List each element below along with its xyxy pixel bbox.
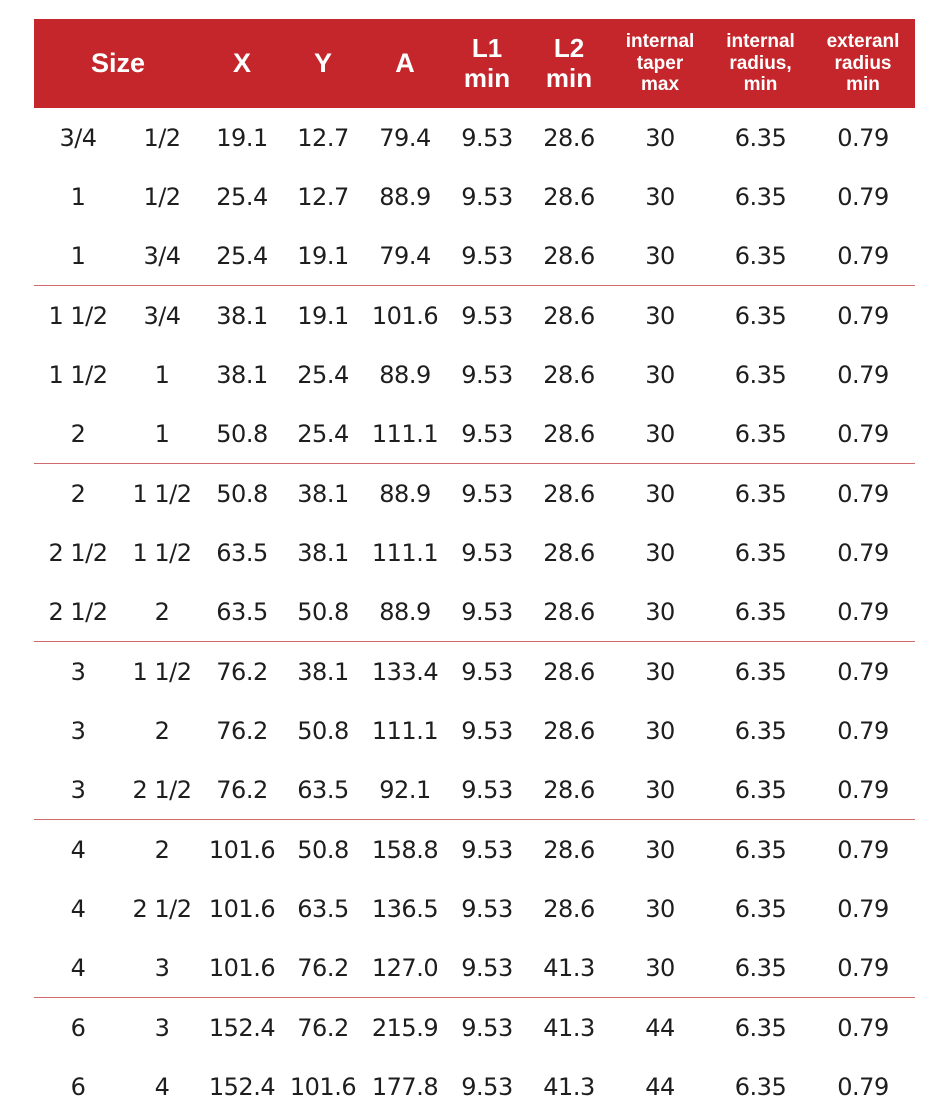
cell-x: 38.1: [216, 360, 268, 389]
cell-y: 38.1: [282, 464, 364, 524]
cell-internal-radius-min: 6.35: [734, 538, 787, 567]
header-l2-line-1: L2: [553, 33, 585, 64]
header-internal-taper-line-1: internal: [625, 30, 695, 52]
cell-l2-min: 28.6: [543, 597, 595, 626]
cell-l2-min: 28.6: [543, 716, 595, 745]
cell-internal-taper-max: 44: [645, 1072, 675, 1101]
cell-internal-radius-min: 6.35: [710, 998, 811, 1058]
cell-y: 76.2: [297, 953, 349, 982]
cell-size-1: 2: [70, 419, 86, 448]
table-row: [34, 1057, 915, 1116]
cell-size-1: 2 1/2: [48, 597, 108, 626]
cell-x: 50.8: [216, 419, 268, 448]
cell-l2-min: 28.6: [543, 123, 595, 152]
cell-size-2: 1: [154, 360, 170, 389]
cell-external-radius-min: 0.79: [811, 464, 915, 524]
table-row: [34, 938, 915, 998]
cell-l1-min: 9.53: [461, 1072, 513, 1101]
cell-size-1: 1 1/2: [48, 360, 108, 389]
cell-external-radius-min: 0.79: [837, 597, 889, 626]
cell-a: 88.9: [379, 597, 431, 626]
cell-size-2: 4: [154, 1072, 170, 1101]
header-y: Y: [313, 48, 332, 79]
cell-internal-taper-max: 30: [645, 123, 675, 152]
cell-size-2: 3/4: [122, 286, 202, 346]
header-l2-min: [528, 19, 610, 108]
cell-a: 136.5: [371, 894, 439, 923]
table-row: [34, 226, 915, 286]
header-external-radius-line-1: exteranl: [826, 30, 900, 52]
table-row: [34, 286, 915, 346]
dimensions-table: [34, 19, 915, 1116]
cell-size-2: 1 1/2: [122, 642, 202, 702]
cell-y: 19.1: [297, 241, 349, 270]
cell-external-radius-min: 0.79: [837, 775, 889, 804]
header-internal-radius-line-1: internal: [726, 30, 795, 52]
cell-y: 38.1: [297, 538, 349, 567]
cell-l1-min: 9.53: [461, 597, 513, 626]
cell-x: 101.6: [208, 894, 276, 923]
cell-internal-radius-min: 6.35: [734, 716, 787, 745]
cell-external-radius-min: 0.79: [837, 1072, 889, 1101]
cell-l2-min: 28.6: [528, 820, 610, 880]
cell-external-radius-min: 0.79: [811, 642, 915, 702]
cell-internal-radius-min: 6.35: [734, 360, 787, 389]
cell-y: 63.5: [297, 775, 349, 804]
cell-l2-min: 28.6: [543, 182, 595, 211]
cell-internal-radius-min: 6.35: [734, 182, 787, 211]
cell-external-radius-min: 0.79: [837, 538, 889, 567]
table-row: [34, 998, 915, 1058]
cell-a: 79.4: [379, 241, 431, 270]
table-row: [34, 701, 915, 760]
cell-x: 76.2: [216, 716, 268, 745]
cell-internal-radius-min: 6.35: [734, 123, 787, 152]
cell-external-radius-min: 0.79: [837, 360, 889, 389]
cell-l2-min: 28.6: [543, 894, 595, 923]
cell-x: 38.1: [202, 286, 282, 346]
table-row: [34, 345, 915, 404]
cell-y: 50.8: [297, 716, 349, 745]
cell-a: 88.9: [364, 464, 446, 524]
cell-l2-min: 28.6: [543, 360, 595, 389]
cell-size-1: 2: [34, 464, 122, 524]
table-row: [34, 167, 915, 226]
cell-y: 101.6: [289, 1072, 357, 1101]
cell-internal-taper-max: 30: [645, 716, 675, 745]
cell-size-2: 1/2: [143, 182, 181, 211]
header-internal-radius-line-3: min: [743, 74, 778, 96]
cell-x: 63.5: [216, 538, 268, 567]
cell-internal-radius-min: 6.35: [734, 953, 787, 982]
header-internal-taper-line-3: max: [640, 74, 680, 96]
cell-size-2: 1/2: [143, 123, 181, 152]
table-row: [34, 523, 915, 582]
cell-internal-taper-max: 30: [645, 775, 675, 804]
cell-size-2: 2: [122, 820, 202, 880]
cell-external-radius-min: 0.79: [837, 182, 889, 211]
cell-size-2: 3: [154, 953, 170, 982]
cell-internal-taper-max: 30: [645, 241, 675, 270]
cell-y: 63.5: [297, 894, 349, 923]
cell-internal-taper-max: 30: [645, 419, 675, 448]
cell-l1-min: 9.53: [461, 538, 513, 567]
header-l1-line-1: L1: [471, 33, 503, 64]
cell-size-2: 3: [122, 998, 202, 1058]
cell-size-2: 1: [154, 419, 170, 448]
cell-y: 12.7: [297, 123, 349, 152]
cell-y: 50.8: [282, 820, 364, 880]
cell-internal-radius-min: 6.35: [710, 464, 811, 524]
table-row: [34, 404, 915, 464]
cell-y: 25.4: [297, 360, 349, 389]
header-internal-taper-max: [610, 19, 710, 108]
cell-l1-min: 9.53: [446, 286, 528, 346]
cell-size-1: 6: [70, 1072, 86, 1101]
cell-l1-min: 9.53: [446, 998, 528, 1058]
cell-a: 79.4: [379, 123, 431, 152]
cell-size-1: 4: [70, 953, 86, 982]
cell-external-radius-min: 0.79: [811, 820, 915, 880]
cell-internal-taper-max: 44: [610, 998, 710, 1058]
cell-a: 215.9: [364, 998, 446, 1058]
cell-l1-min: 9.53: [461, 953, 513, 982]
header-l2-line-2: min: [545, 62, 593, 93]
cell-external-radius-min: 0.79: [837, 894, 889, 923]
cell-l2-min: 28.6: [528, 464, 610, 524]
cell-size-1: 3: [34, 642, 122, 702]
cell-internal-radius-min: 6.35: [734, 597, 787, 626]
cell-l1-min: 9.53: [461, 123, 513, 152]
cell-internal-radius-min: 6.35: [734, 775, 787, 804]
table-row: [34, 642, 915, 702]
cell-size-1: 1: [70, 241, 86, 270]
cell-internal-radius-min: 6.35: [710, 642, 811, 702]
cell-internal-radius-min: 6.35: [734, 419, 787, 448]
header-size: Size: [90, 48, 146, 79]
cell-l1-min: 9.53: [461, 419, 513, 448]
cell-l2-min: 28.6: [543, 775, 595, 804]
table-row: [34, 820, 915, 880]
cell-size-1: 3: [70, 775, 86, 804]
table-row: [34, 760, 915, 820]
cell-l1-min: 9.53: [461, 360, 513, 389]
cell-internal-taper-max: 30: [610, 642, 710, 702]
cell-x: 152.4: [208, 1072, 276, 1101]
table-row: [34, 464, 915, 524]
cell-y: 50.8: [297, 597, 349, 626]
cell-a: 133.4: [364, 642, 446, 702]
cell-internal-taper-max: 30: [645, 360, 675, 389]
header-external-radius-line-2: radius: [834, 52, 892, 74]
header-row: [34, 19, 915, 108]
cell-internal-radius-min: 6.35: [734, 241, 787, 270]
cell-a: 127.0: [371, 953, 439, 982]
cell-a: 88.9: [379, 360, 431, 389]
dimensions-table-container: [34, 19, 915, 1116]
cell-l1-min: 9.53: [461, 241, 513, 270]
cell-y: 12.7: [297, 182, 349, 211]
header-external-radius-line-3: min: [846, 74, 880, 96]
cell-a: 101.6: [364, 286, 446, 346]
cell-internal-radius-min: 6.35: [710, 820, 811, 880]
cell-size-1: 4: [70, 894, 86, 923]
cell-l1-min: 9.53: [461, 182, 513, 211]
cell-a: 177.8: [371, 1072, 439, 1101]
table-row: [34, 582, 915, 642]
cell-internal-radius-min: 6.35: [734, 894, 787, 923]
cell-size-2: 3/4: [143, 241, 181, 270]
header-internal-radius-min: [710, 19, 811, 108]
cell-x: 50.8: [202, 464, 282, 524]
header-internal-radius-line-2: radius,: [729, 52, 792, 74]
cell-x: 19.1: [216, 123, 268, 152]
cell-internal-taper-max: 30: [645, 894, 675, 923]
cell-internal-taper-max: 30: [610, 820, 710, 880]
cell-x: 152.4: [202, 998, 282, 1058]
cell-size-2: 1 1/2: [132, 538, 192, 567]
header-internal-taper-line-2: taper: [636, 52, 684, 74]
cell-y: 25.4: [297, 419, 349, 448]
cell-external-radius-min: 0.79: [837, 123, 889, 152]
cell-size-1: 1 1/2: [34, 286, 122, 346]
cell-l2-min: 28.6: [543, 241, 595, 270]
cell-size-1: 2 1/2: [48, 538, 108, 567]
cell-external-radius-min: 0.79: [811, 998, 915, 1058]
table-header: [34, 19, 915, 108]
header-a: A: [395, 48, 415, 79]
cell-size-1: 6: [34, 998, 122, 1058]
cell-y: 76.2: [282, 998, 364, 1058]
header-x: X: [232, 48, 251, 79]
cell-x: 25.4: [216, 182, 268, 211]
cell-y: 38.1: [282, 642, 364, 702]
cell-l2-min: 41.3: [543, 1072, 595, 1101]
cell-l1-min: 9.53: [461, 716, 513, 745]
cell-internal-taper-max: 30: [645, 953, 675, 982]
cell-size-1: 3: [70, 716, 86, 745]
cell-a: 111.1: [371, 538, 439, 567]
cell-external-radius-min: 0.79: [811, 286, 915, 346]
cell-l1-min: 9.53: [446, 464, 528, 524]
cell-l1-min: 9.53: [446, 642, 528, 702]
cell-x: 76.2: [216, 775, 268, 804]
cell-x: 63.5: [216, 597, 268, 626]
cell-l2-min: 41.3: [543, 953, 595, 982]
cell-internal-radius-min: 6.35: [734, 1072, 787, 1101]
cell-size-2: 2 1/2: [132, 775, 192, 804]
cell-a: 111.1: [371, 716, 439, 745]
cell-size-1: 3/4: [59, 123, 97, 152]
header-external-radius-min: [811, 19, 915, 108]
cell-l2-min: 28.6: [543, 419, 595, 448]
cell-a: 111.1: [371, 419, 439, 448]
cell-x: 101.6: [208, 953, 276, 982]
table-body: [34, 108, 915, 1116]
cell-a: 88.9: [379, 182, 431, 211]
header-l1-line-2: min: [463, 62, 511, 93]
cell-internal-radius-min: 6.35: [710, 286, 811, 346]
cell-size-2: 1 1/2: [122, 464, 202, 524]
cell-size-2: 2: [154, 597, 170, 626]
cell-l1-min: 9.53: [461, 894, 513, 923]
cell-internal-taper-max: 30: [645, 182, 675, 211]
cell-external-radius-min: 0.79: [837, 419, 889, 448]
table-row: [34, 879, 915, 938]
cell-l1-min: 9.53: [446, 820, 528, 880]
cell-internal-taper-max: 30: [610, 464, 710, 524]
cell-size-1: 1: [70, 182, 86, 211]
header-l1-min: [446, 19, 528, 108]
cell-external-radius-min: 0.79: [837, 241, 889, 270]
cell-x: 76.2: [202, 642, 282, 702]
cell-l2-min: 28.6: [543, 538, 595, 567]
cell-internal-taper-max: 30: [610, 286, 710, 346]
cell-internal-taper-max: 30: [645, 538, 675, 567]
cell-a: 158.8: [364, 820, 446, 880]
cell-internal-taper-max: 30: [645, 597, 675, 626]
cell-a: 92.1: [379, 775, 431, 804]
cell-x: 25.4: [216, 241, 268, 270]
cell-external-radius-min: 0.79: [837, 953, 889, 982]
cell-l1-min: 9.53: [461, 775, 513, 804]
cell-size-1: 4: [34, 820, 122, 880]
cell-external-radius-min: 0.79: [837, 716, 889, 745]
cell-x: 101.6: [202, 820, 282, 880]
cell-size-2: 2: [154, 716, 170, 745]
cell-l2-min: 41.3: [528, 998, 610, 1058]
cell-y: 19.1: [282, 286, 364, 346]
cell-l2-min: 28.6: [528, 642, 610, 702]
table-row: [34, 108, 915, 167]
cell-l2-min: 28.6: [528, 286, 610, 346]
cell-size-2: 2 1/2: [132, 894, 192, 923]
